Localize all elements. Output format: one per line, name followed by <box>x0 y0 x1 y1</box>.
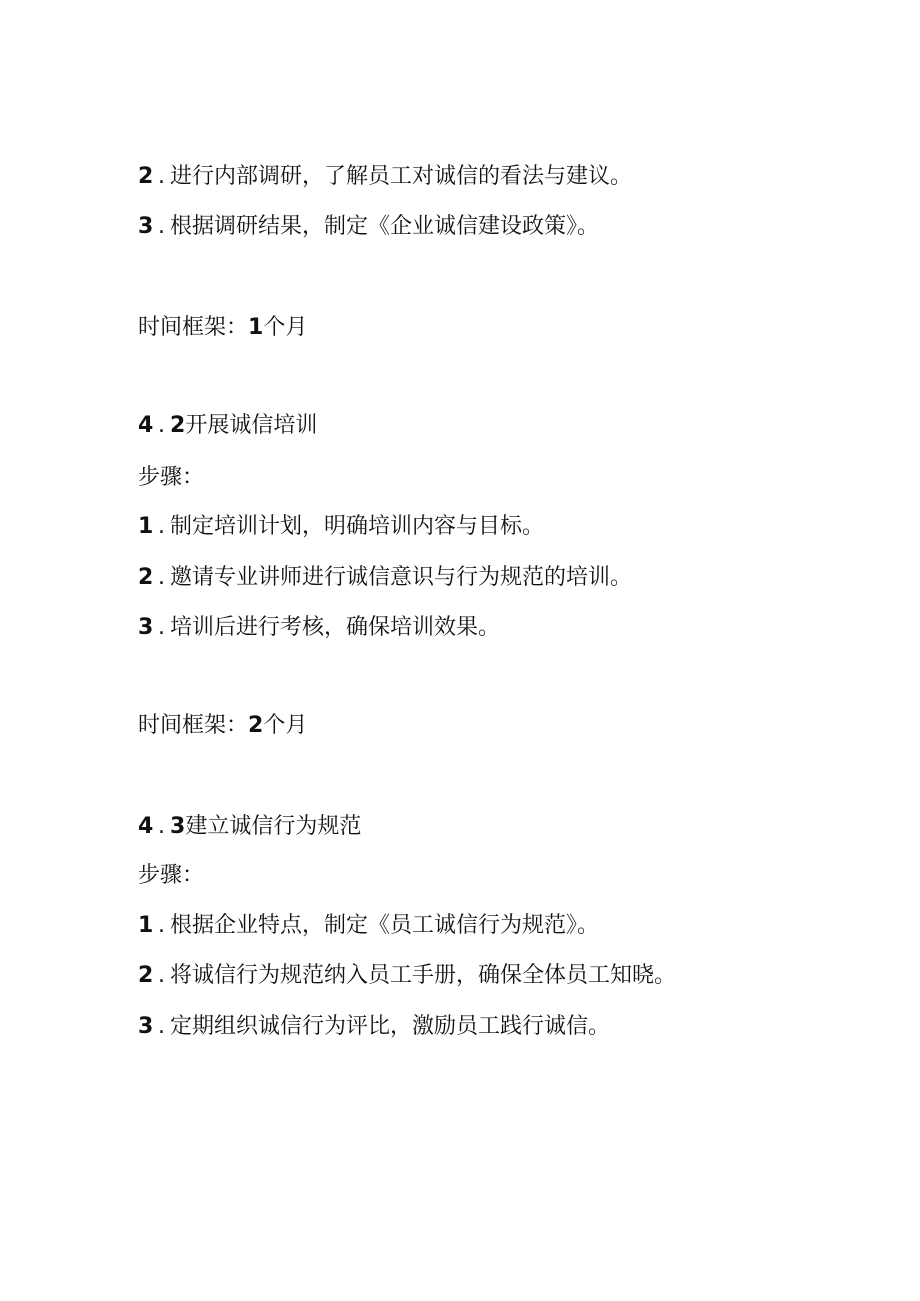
section-heading: 4 . 3建立诚信行为规范 <box>138 812 361 842</box>
timeframe-unit: 个月 <box>263 713 308 738</box>
list-number: 2 <box>138 164 154 189</box>
list-item: 2 . 邀请专业讲师进行诚信意识与行为规范的培训。 <box>138 563 632 593</box>
list-item: 2 . 将诚信行为规范纳入员工手册，确保全体员工知晓。 <box>138 961 676 991</box>
steps-label: 步骤： <box>138 863 205 888</box>
timeframe-label: 时间框架： <box>138 315 249 340</box>
list-item: 1 . 根据企业特点，制定《员工诚信行为规范》。 <box>138 911 599 941</box>
list-item: 3 . 定期组织诚信行为评比，激励员工践行诚信。 <box>138 1012 610 1042</box>
heading-number: 4 <box>138 814 154 839</box>
list-number: 3 <box>138 1014 154 1039</box>
timeframe-line <box>138 711 307 741</box>
heading-text: 开展诚信培训 <box>185 413 318 438</box>
section-heading: 4 . 2开展诚信培训 <box>138 411 317 441</box>
heading-text: 建立诚信行为规范 <box>185 814 362 839</box>
list-item: 2 . 进行内部调研，了解员工对诚信的看法与建议。 <box>138 162 632 192</box>
list-item-text: 将诚信行为规范纳入员工手册，确保全体员工知晓。 <box>170 963 677 988</box>
list-number: 3 <box>138 615 154 640</box>
list-item: 3 . 培训后进行考核，确保培训效果。 <box>138 613 500 643</box>
list-item-text: 进行内部调研，了解员工对诚信的看法与建议。 <box>170 164 633 189</box>
timeframe-value: 2 <box>248 713 264 738</box>
list-number: 2 <box>138 565 154 590</box>
heading-subnumber: 2 <box>170 413 186 438</box>
timeframe-label: 时间框架： <box>138 713 249 738</box>
list-item-text: 定期组织诚信行为评比，激励员工践行诚信。 <box>170 1014 611 1039</box>
timeframe-line <box>138 313 307 343</box>
heading-number: 4 <box>138 413 154 438</box>
list-number: 1 <box>138 913 154 938</box>
list-item: 3 . 根据调研结果，制定《企业诚信建设政策》。 <box>138 212 599 242</box>
timeframe-value: 1 <box>248 315 264 340</box>
heading-subnumber: 3 <box>170 814 186 839</box>
steps-label: 步骤： <box>138 465 205 490</box>
list-item-text: 根据调研结果，制定《企业诚信建设政策》。 <box>170 214 600 239</box>
list-number: 1 <box>138 514 154 539</box>
timeframe-unit: 个月 <box>263 315 308 340</box>
list-item-text: 邀请专业讲师进行诚信意识与行为规范的培训。 <box>170 565 633 590</box>
list-item-text: 培训后进行考核，确保培训效果。 <box>170 615 501 640</box>
list-number: 2 <box>138 963 154 988</box>
list-item-text: 根据企业特点，制定《员工诚信行为规范》。 <box>170 913 600 938</box>
list-item: 1 . 制定培训计划，明确培训内容与目标。 <box>138 512 544 542</box>
list-item-text: 制定培训计划，明确培训内容与目标。 <box>170 514 545 539</box>
list-number: 3 <box>138 214 154 239</box>
